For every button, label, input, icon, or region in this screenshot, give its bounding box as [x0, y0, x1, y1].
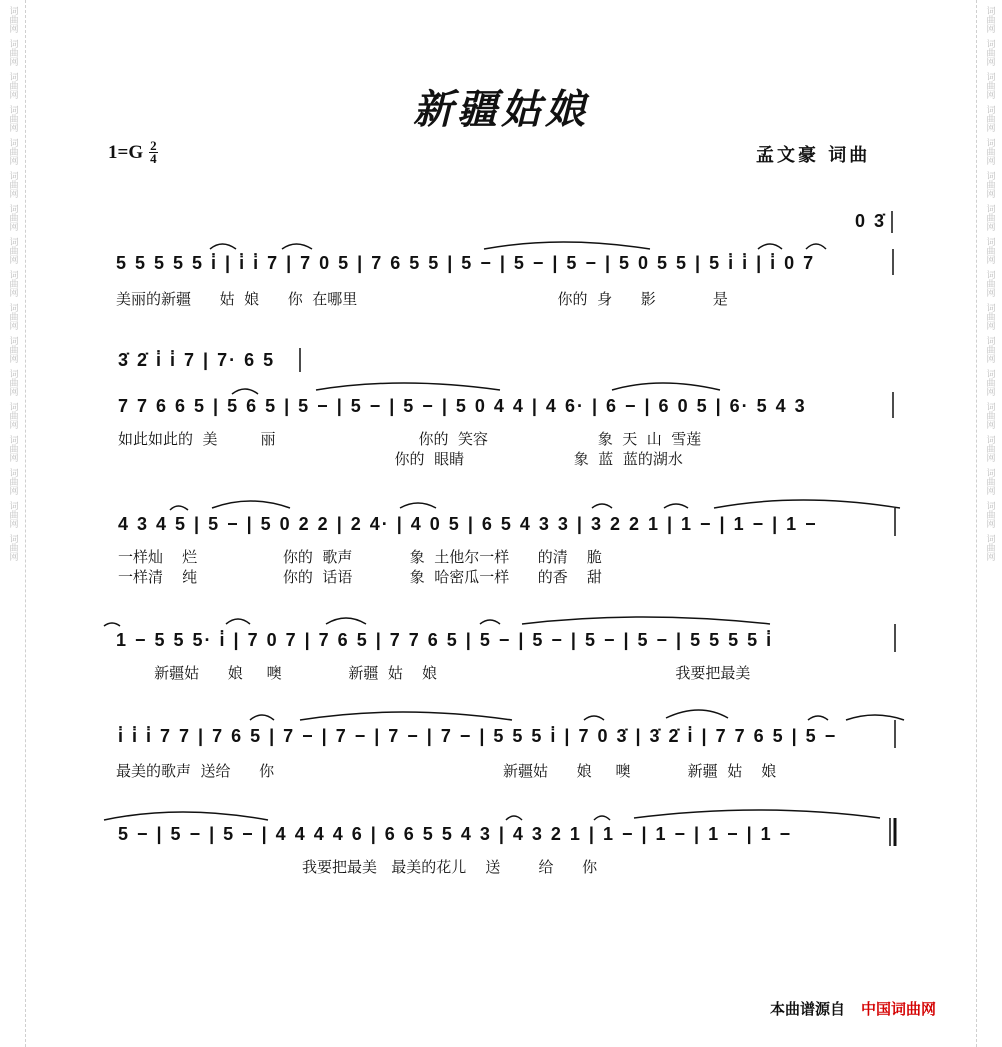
watermark-text: 词曲网	[7, 105, 18, 132]
tie-arc	[480, 620, 500, 624]
melody-line: 1 − 5 5 5· i̇ | 7 0 7 | 7 6 5 | 7 7 6 5 | 5 − | 5 − | 5 − | 5 − | 5 5 5 5 i̇	[116, 630, 774, 650]
melody-line: i̇ i̇ i̇ 7 7 | 7 6 5 | 7 − | 7 − | 7 − | 7 − | 5 5 5 i̇ | 7 0 3̇ | 3̇ 2̇ i̇ | 7 7 6 5 | 5 −	[118, 726, 838, 746]
lyric-line: 一样灿 烂 你的 歌声 象 土他尔一样 的清 脆	[118, 548, 602, 566]
tie-arc	[612, 383, 720, 390]
notation-row-1	[0, 205, 1002, 275]
tie-arc	[484, 242, 650, 249]
watermark-text: 词曲网	[7, 336, 18, 363]
watermark-text: 词曲网	[7, 369, 18, 396]
song-title: 新疆姑娘	[413, 86, 589, 133]
tie-arc	[806, 244, 826, 249]
time-signature-bottom: 4	[150, 151, 157, 166]
tie-arc	[170, 506, 188, 510]
lyric-line: 我要把最美 最美的花儿 送 给 你	[116, 858, 598, 876]
watermark-text: 词曲网	[7, 270, 18, 297]
watermark-text: 词曲网	[7, 171, 18, 198]
tie-arc	[584, 716, 604, 720]
melody-line: 5 − | 5 − | 5 − | 4 4 4 4 6 | 6 6 5 5 4 3 | 4 3 2 1 | 1 − | 1 − | 1 − | 1 −	[118, 824, 793, 844]
tie-arc	[104, 623, 120, 626]
watermark-text: 词曲网	[7, 6, 18, 33]
tie-arc	[846, 715, 904, 720]
watermark-text: 词曲网	[984, 6, 995, 33]
watermark-text: 词曲网	[7, 39, 18, 66]
lyric-line: 新疆姑 娘 噢 新疆 姑 娘 我要把最美	[116, 664, 751, 682]
source-label: 本曲谱源自	[770, 1000, 846, 1018]
notation-row-2	[0, 342, 1002, 420]
lyric-line: 美丽的新疆 姑 娘 你 在哪里 你的 身 影 是	[116, 290, 728, 308]
tie-arc	[232, 389, 258, 394]
watermark-text: 词曲网	[7, 303, 18, 330]
notation-row-4	[0, 610, 1002, 660]
watermark-text: 词曲网	[7, 402, 18, 429]
watermark-text: 词曲网	[7, 237, 18, 264]
notation-row-6	[0, 800, 1002, 850]
tie-arc	[506, 816, 522, 820]
watermark-text: 词曲网	[7, 72, 18, 99]
tie-arc	[316, 383, 500, 390]
tie-arc	[714, 500, 900, 508]
tie-arc	[758, 244, 782, 249]
tie-arc	[212, 501, 290, 508]
melody-line: 7 7 6 6 5 | 5 6 5 | 5 − | 5 − | 5 − | 5 0 4 4 | 4 6· | 6 − | 6 0 5 | 6· 5 4 3	[118, 396, 807, 416]
notation-row-3	[0, 490, 1002, 540]
watermark-text: 词曲网	[984, 72, 995, 99]
pickup-notes: 3̇ 2̇ i̇ i̇ 7 | 7· 6 5	[118, 350, 276, 370]
tie-arc	[522, 617, 770, 624]
watermark-text: 词曲网	[7, 138, 18, 165]
watermark-text: 词曲网	[984, 270, 995, 297]
watermark-text: 词曲网	[984, 105, 995, 132]
tie-arc	[808, 716, 828, 720]
lyric-line: 最美的歌声 送给 你 新疆姑 娘 噢 新疆 姑 娘	[116, 762, 777, 780]
tie-arc	[326, 618, 366, 624]
key-label: 1=G	[108, 141, 144, 163]
watermark-text: 词曲网	[984, 534, 995, 561]
watermark-text: 词曲网	[984, 369, 995, 396]
watermark-text: 词曲网	[984, 237, 995, 264]
melody-line: 4 3 4 5 | 5 − | 5 0 2 2 | 2 4· | 4 0 5 | 6 5 4 3 3 | 3 2 2 1 | 1 − | 1 − | 1 −	[118, 514, 818, 534]
notation-row-5	[0, 700, 1002, 750]
site-name-link[interactable]: 中国词曲网	[861, 1000, 937, 1018]
tie-arc	[104, 812, 268, 820]
lyric-line: 一样清 纯 你的 话语 象 哈密瓜一样 的香 甜	[118, 568, 602, 586]
watermark-text: 词曲网	[7, 534, 18, 561]
tie-arc	[226, 619, 250, 624]
watermark-text: 词曲网	[984, 204, 995, 231]
tie-arc	[300, 712, 512, 720]
watermark-text: 词曲网	[7, 468, 18, 495]
tie-arc	[634, 810, 880, 818]
watermark-text: 词曲网	[7, 435, 18, 462]
watermark-text: 词曲网	[984, 171, 995, 198]
watermark-text: 词曲网	[984, 468, 995, 495]
watermark-text: 词曲网	[984, 435, 995, 462]
time-signature	[149, 140, 158, 165]
tie-arc	[400, 503, 436, 508]
key-signature	[108, 140, 158, 165]
tie-arc	[250, 715, 274, 720]
watermark-text: 词曲网	[984, 402, 995, 429]
tie-arc	[594, 816, 610, 820]
watermark-text: 词曲网	[984, 336, 995, 363]
watermark-text: 词曲网	[984, 138, 995, 165]
time-signature-top: 2	[150, 138, 157, 153]
tie-arc	[282, 244, 312, 249]
tie-arc	[592, 504, 612, 508]
tie-arc	[664, 504, 688, 508]
pickup-notes: 0 3̇	[855, 211, 887, 231]
watermark-text: 词曲网	[984, 39, 995, 66]
watermark-text: 词曲网	[984, 303, 995, 330]
composer-credit: 孟文豪 词曲	[756, 145, 871, 166]
lyric-line: 如此如此的 美 丽 你的 笑容 象 天 山 雪莲	[118, 430, 702, 448]
watermark-text: 词曲网	[7, 501, 18, 528]
footer-source	[770, 998, 936, 1019]
watermark-text: 词曲网	[984, 501, 995, 528]
tie-arc	[666, 710, 728, 718]
tie-arc	[210, 244, 236, 249]
melody-line: 5 5 5 5 5 i̇ | i̇ i̇ 7 | 7 0 5 | 7 6 5 5 | 5 − | 5 − | 5 − | 5 0 5 5 | 5 i̇ i̇ | i̇ 0 7	[116, 253, 816, 273]
lyric-line: 你的 眼睛 象 蓝 蓝的湖水	[118, 450, 683, 468]
watermark-text: 词曲网	[7, 204, 18, 231]
